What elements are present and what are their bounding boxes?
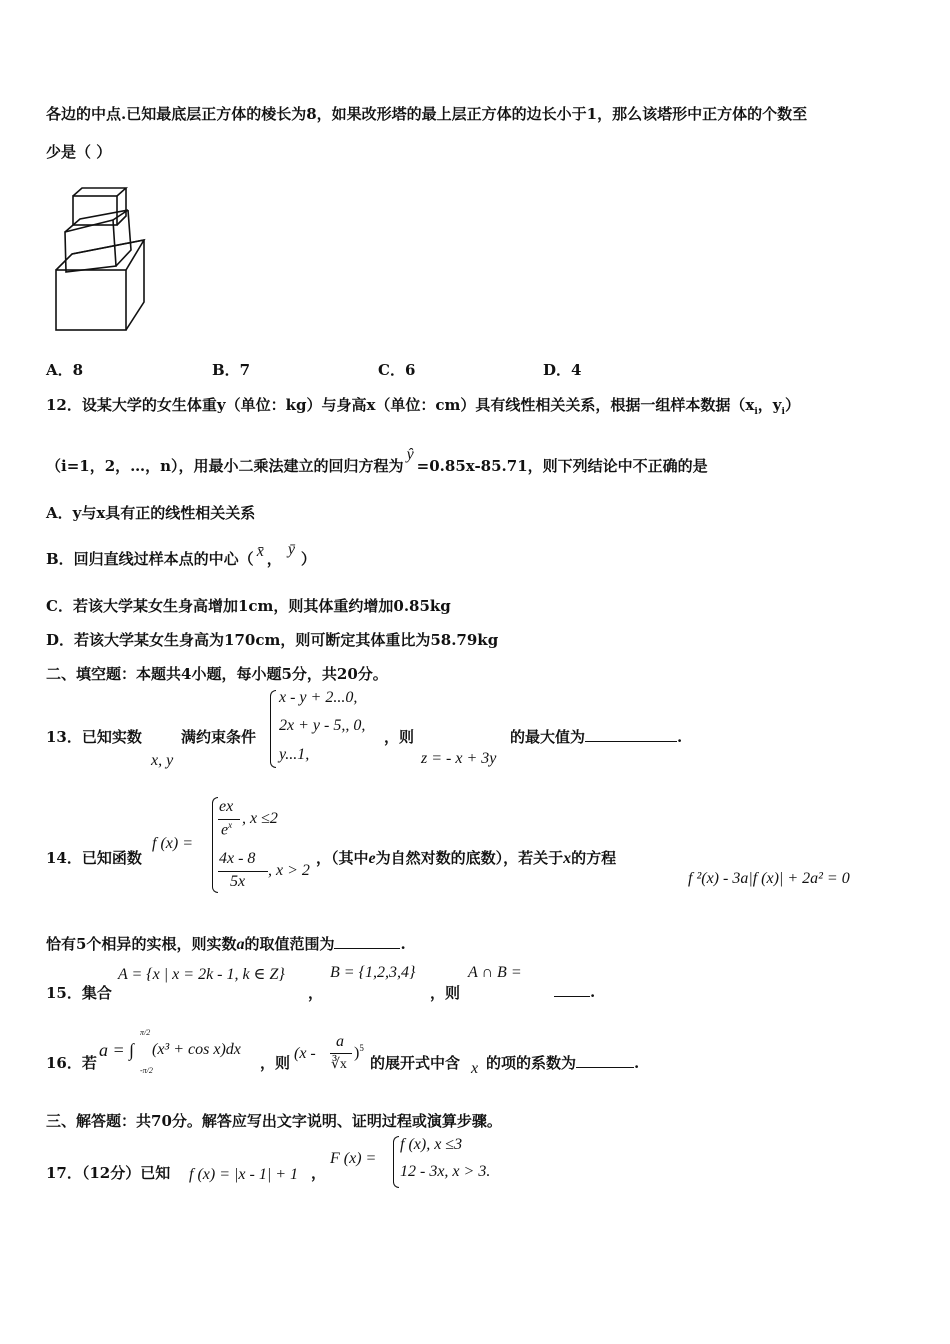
middle-cube-top: [65, 210, 128, 232]
q17-Fx: F (x) =: [330, 1150, 377, 1167]
q15-set-a: A = {x | x = 2k - 1, k ∈ Z}: [118, 966, 285, 983]
q13-constraint-2: 2x + y - 5,, 0,: [279, 717, 366, 734]
q13-prefix: 13．已知实数: [46, 728, 142, 746]
top-cube-side: [117, 188, 126, 225]
q14-piece1-num: ex: [219, 798, 234, 815]
q13-objective: z = - x + 3y: [421, 750, 497, 767]
q17-case-2: 12 - 3x, x > 3.: [400, 1163, 491, 1180]
q13-end: 的最大值为 .: [510, 728, 683, 746]
q13-constraint-3: y...1,: [279, 746, 310, 763]
q17-fx: f (x) = |x - 1| + 1: [189, 1166, 299, 1183]
q12-option-d: D．若该大学某女生身高为170cm，则可断定其体重比为58.79kg: [46, 631, 499, 649]
q14-piece2-num: 4x - 8: [219, 850, 256, 867]
q13-then: ，则: [384, 728, 415, 746]
q14-brace: [212, 797, 218, 893]
q14-mid: ，（其中e为自然对数的底数），若关于x的方程: [316, 849, 617, 867]
q15-sep: ，: [308, 984, 324, 1002]
q14-prefix: 14．已知函数: [46, 849, 142, 867]
q16-mid: 的展开式中含: [370, 1054, 461, 1072]
q16-fraction-bar: [330, 1053, 352, 1054]
q16-then: ，则: [260, 1054, 291, 1072]
q16-answer-blank[interactable]: [576, 1053, 634, 1068]
q16-prefix: 16．若: [46, 1054, 97, 1072]
q17-sep: ，: [311, 1164, 327, 1182]
q15-intersection: A ∩ B =: [468, 964, 522, 981]
q16-end: 的项的系数为 .: [486, 1054, 640, 1072]
q15-prefix: 15．集合: [46, 984, 112, 1002]
q14-line2: 恰有5个相异的实根，则实数a的取值范围为 .: [46, 935, 406, 953]
q14-fx: f (x) =: [152, 835, 193, 852]
q14-piece2-fraction-bar: [218, 871, 268, 872]
q13-answer-blank[interactable]: [585, 727, 677, 742]
q17-case-1: f (x), x ≤3: [400, 1136, 463, 1153]
q13-constraint-1: x - y + 2...0,: [279, 689, 358, 706]
q14-piece1-den: $e^x$: [221, 820, 233, 839]
q12-option-a: A．y与x具有正的线性相关关系: [46, 504, 256, 522]
q15-then: ，则: [430, 984, 461, 1002]
q12-line2: （i=1，2，…，n），用最小二乘法建立的回归方程为ŷ=0.85x-85.71，则下列结论中不正确的是: [46, 446, 708, 475]
q11-line1: 各边的中点.已知最底层正方体的棱长为8，如果改形塔的最上层正方体的边长小于1，那么该塔形中正方体的个数至: [46, 105, 808, 123]
middle-cube-front: [65, 220, 116, 272]
q13-brace: [270, 690, 276, 768]
q12-option-b: B．回归直线过样本点的中心（ x̄ ，ȳ）: [46, 541, 316, 568]
q11-option-b: B．7: [212, 361, 251, 379]
q14-piece1-cond: , x ≤2: [242, 810, 278, 827]
q12-line1: 12．设某大学的女生体重y（单位：kg）与身高x（单位：cm）具有线性相关关系，根据一组样本数据（$x_i$，$y_i$）: [46, 396, 800, 417]
q16-integrand: (x³ + cos x)dx: [152, 1041, 241, 1058]
section-3-heading: 三、解答题：共70分。解答应写出文字说明、证明过程或演算步骤。: [46, 1112, 502, 1130]
q13-vars: x, y: [151, 752, 174, 769]
q16-expr-num: a: [336, 1033, 344, 1050]
q15-set-b: B = {1,2,3,4}: [330, 964, 416, 981]
y-hat: ŷ: [406, 446, 414, 463]
q16-upper-limit: π/2: [140, 1028, 151, 1037]
q14-equation: f ²(x) - 3a|f (x)| + 2a² = 0: [688, 870, 850, 887]
q12-option-c: C．若该大学某女生身高增加1cm，则其体重约增加0.85kg: [46, 597, 451, 615]
q16-expr-den: ∛x: [331, 1057, 347, 1072]
q14-piece2-cond: , x > 2: [268, 862, 310, 879]
bottom-cube-front: [56, 270, 126, 330]
q17-prefix: 17．（12分）已知: [46, 1164, 171, 1182]
q17-brace: [393, 1136, 399, 1188]
q11-line2: 少是（ ）: [46, 143, 112, 161]
section-2-heading: 二、填空题：本题共4小题，每小题5分，共20分。: [46, 665, 388, 683]
q15-end: .: [554, 982, 595, 1001]
q11-option-c: C．6: [378, 361, 416, 379]
q13-mid: 满约束条件: [181, 728, 257, 746]
q11-option-a: A．8: [46, 361, 84, 379]
q16-lower-limit: -π/2: [140, 1066, 153, 1075]
top-cube-top: [73, 188, 126, 196]
q15-answer-blank[interactable]: [554, 982, 590, 997]
q16-expr-close: )$^5$: [354, 1043, 364, 1062]
q14-piece2-den: 5x: [230, 873, 246, 890]
q14-answer-blank[interactable]: [334, 934, 400, 949]
q16-integral: a = ∫: [99, 1040, 135, 1060]
tower-figure: [50, 186, 155, 336]
q11-option-d: D．4: [543, 361, 582, 379]
q16-x: x: [471, 1060, 479, 1077]
q16-expr-open: (x -: [294, 1045, 316, 1062]
